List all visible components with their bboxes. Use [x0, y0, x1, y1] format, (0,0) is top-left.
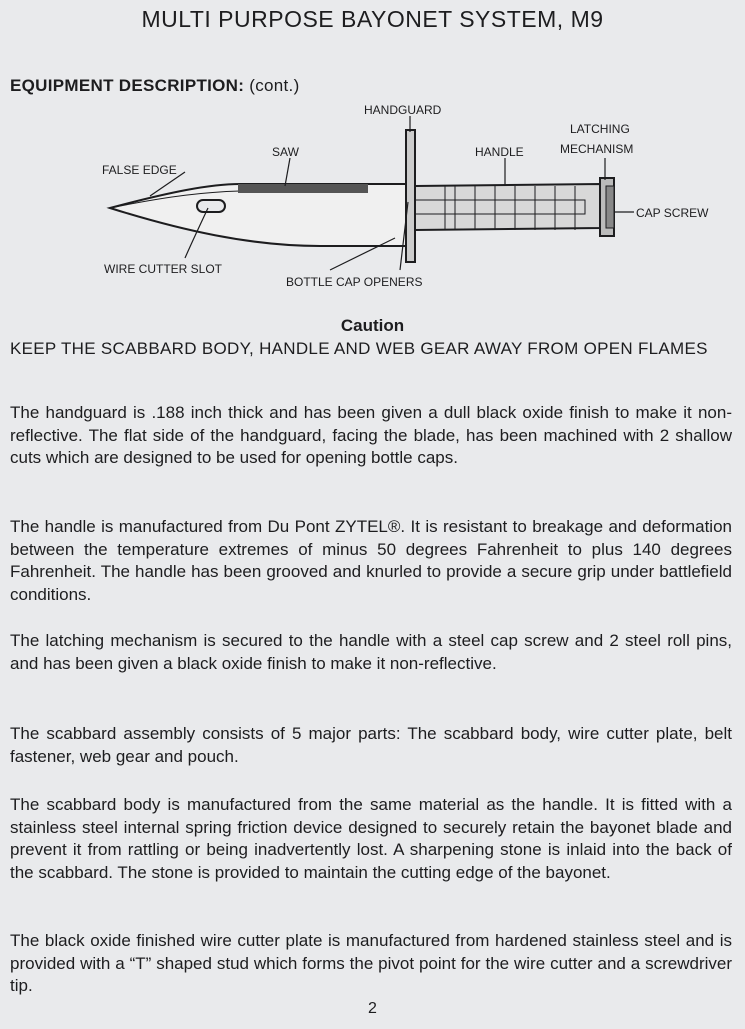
page-title: MULTI PURPOSE BAYONET SYSTEM, M9	[141, 6, 604, 32]
paragraph-handguard: The handguard is .188 inch thick and has been given a dull black oxide finish to make it non-reflective. The flat side of the handguard, facing the blade, has been machined with 2 shallow cuts which are designed to be used for opening bottle caps.	[10, 403, 732, 467]
section-heading-label: EQUIPMENT DESCRIPTION:	[10, 76, 245, 95]
caution-title: Caution	[340, 316, 405, 335]
saw-teeth	[238, 184, 368, 193]
caution-text: KEEP THE SCABBARD BODY, HANDLE AND WEB GEAR AWAY FROM OPEN FLAMES	[10, 339, 708, 358]
cap-screw-shape	[606, 186, 614, 228]
label-false-edge: FALSE EDGE	[102, 163, 177, 177]
label-mechanism: MECHANISM	[560, 142, 634, 156]
label-handle: HANDLE	[475, 145, 524, 159]
paragraph-scabbard-assembly: The scabbard assembly consists of 5 major parts: The scabbard body, wire cutter plate, belt fastener, web gear and pouch.	[10, 724, 732, 766]
label-wire-cutter-slot: WIRE CUTTER SLOT	[104, 262, 223, 276]
paragraph-latching-mechanism: The latching mechanism is secured to the handle with a steel cap screw and 2 steel roll pins, and has been given a black oxide finish to make it non-reflective.	[10, 631, 732, 673]
label-bottle-cap-openers: BOTTLE CAP OPENERS	[286, 275, 423, 289]
bayonet-diagram	[0, 100, 745, 300]
label-cap-screw: CAP SCREW	[636, 206, 709, 220]
paragraph-handle: The handle is manufactured from Du Pont ZYTEL®. It is resistant to breakage and deformation between the temperature extremes of minus 50 degrees Fahrenheit to plus 140 degrees Fahrenheit. The handle has been grooved and knurled to provide a secure grip under battlefield conditions.	[10, 517, 732, 604]
label-handguard: HANDGUARD	[364, 103, 442, 117]
section-heading	[10, 76, 300, 96]
handle-shape	[415, 184, 600, 230]
leader-saw	[285, 158, 290, 186]
label-latching: LATCHING	[570, 122, 630, 136]
paragraph-scabbard-body: The scabbard body is manufactured from the same material as the handle. It is fitted with a stainless steel internal spring friction device designed to securely retain the bayonet blade and prevent it from rattling or being inadvertently lost. A sharpening stone is inlaid into the back of the scabbard. The stone is provided to maintain the cutting edge of the bayonet.	[10, 795, 732, 882]
label-saw: SAW	[272, 145, 299, 159]
wire-cutter-slot-shape	[197, 200, 225, 212]
handguard-shape	[406, 130, 415, 262]
section-heading-suffix: (cont.)	[249, 76, 300, 95]
paragraph-wire-cutter-plate: The black oxide finished wire cutter plate is manufactured from hardened stainless steel and is provided with a “T” shaped stud which forms the pivot point for the wire cutter and a screwdriver tip.	[10, 931, 732, 995]
page-number: 2	[368, 1000, 377, 1017]
